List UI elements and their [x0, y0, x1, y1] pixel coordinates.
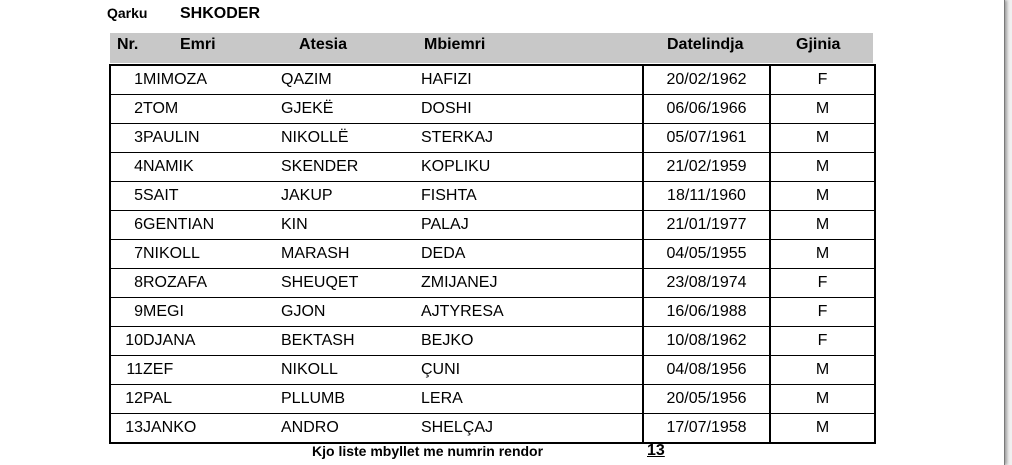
- cell-mbiemri: KOPLIKU: [421, 153, 643, 182]
- cell-emri: DJANA: [143, 327, 281, 356]
- cell-mbiemri: BEJKO: [421, 327, 643, 356]
- cell-atesia: MARASH: [281, 240, 421, 269]
- cell-datelindja: 06/06/1966: [643, 95, 770, 124]
- cell-emri: GENTIAN: [143, 211, 281, 240]
- qarku-label: Qarku: [107, 5, 148, 21]
- cell-datelindja: 20/05/1956: [643, 385, 770, 414]
- cell-emri: TOM: [143, 95, 281, 124]
- cell-nr: 7: [110, 240, 143, 269]
- cell-mbiemri: AJTYRESA: [421, 298, 643, 327]
- cell-mbiemri: SHELÇAJ: [421, 414, 643, 444]
- cell-gjinia: F: [770, 327, 875, 356]
- cell-atesia: NIKOLL: [281, 356, 421, 385]
- column-header-datelindja: Datelindja: [667, 36, 744, 53]
- cell-datelindja: 17/07/1958: [643, 414, 770, 444]
- table-row: [110, 95, 875, 124]
- cell-emri: ZEF: [143, 356, 281, 385]
- cell-nr: 12: [110, 385, 143, 414]
- table-row: [110, 385, 875, 414]
- cell-nr: 1: [110, 65, 143, 95]
- people-table: [109, 64, 876, 444]
- cell-datelindja: 21/01/1977: [643, 211, 770, 240]
- cell-atesia: PLLUMB: [281, 385, 421, 414]
- cell-gjinia: M: [770, 356, 875, 385]
- cell-atesia: BEKTASH: [281, 327, 421, 356]
- cell-gjinia: F: [770, 65, 875, 95]
- cell-atesia: KIN: [281, 211, 421, 240]
- cell-mbiemri: LERA: [421, 385, 643, 414]
- cell-emri: ROZAFA: [143, 269, 281, 298]
- cell-datelindja: 04/05/1955: [643, 240, 770, 269]
- qarku-value: SHKODER: [180, 5, 261, 22]
- cell-datelindja: 18/11/1960: [643, 182, 770, 211]
- cell-datelindja: 20/02/1962: [643, 65, 770, 95]
- cell-gjinia: M: [770, 182, 875, 211]
- table-row: [110, 269, 875, 298]
- cell-nr: 13: [110, 414, 143, 444]
- cell-mbiemri: FISHTA: [421, 182, 643, 211]
- cell-gjinia: F: [770, 269, 875, 298]
- table-row: [110, 414, 875, 444]
- cell-emri: JANKO: [143, 414, 281, 444]
- cell-gjinia: M: [770, 153, 875, 182]
- cell-nr: 4: [110, 153, 143, 182]
- cell-emri: MIMOZA: [143, 65, 281, 95]
- table-row: [110, 65, 875, 95]
- cell-atesia: SKENDER: [281, 153, 421, 182]
- cell-gjinia: M: [770, 211, 875, 240]
- column-header-nr: Nr.: [117, 36, 139, 53]
- cell-nr: 11: [110, 356, 143, 385]
- cell-gjinia: M: [770, 414, 875, 444]
- cell-emri: NAMIK: [143, 153, 281, 182]
- cell-emri: SAIT: [143, 182, 281, 211]
- table-header: [110, 33, 873, 63]
- column-header-atesia: Atesia: [299, 36, 348, 53]
- cell-gjinia: F: [770, 298, 875, 327]
- cell-atesia: GJON: [281, 298, 421, 327]
- table-row: [110, 124, 875, 153]
- cell-mbiemri: DOSHI: [421, 95, 643, 124]
- cell-emri: NIKOLL: [143, 240, 281, 269]
- cell-atesia: JAKUP: [281, 182, 421, 211]
- cell-emri: PAULIN: [143, 124, 281, 153]
- cell-gjinia: M: [770, 240, 875, 269]
- cell-mbiemri: DEDA: [421, 240, 643, 269]
- cell-nr: 8: [110, 269, 143, 298]
- cell-atesia: QAZIM: [281, 65, 421, 95]
- cell-mbiemri: STERKAJ: [421, 124, 643, 153]
- cell-atesia: ANDRO: [281, 414, 421, 444]
- cell-datelindja: 23/08/1974: [643, 269, 770, 298]
- cell-nr: 3: [110, 124, 143, 153]
- column-header-mbiemri: Mbiemri: [424, 36, 486, 53]
- table-row: [110, 182, 875, 211]
- cell-datelindja: 16/06/1988: [643, 298, 770, 327]
- cell-atesia: SHEUQET: [281, 269, 421, 298]
- cell-emri: PAL: [143, 385, 281, 414]
- table-row: [110, 298, 875, 327]
- cell-nr: 5: [110, 182, 143, 211]
- column-header-emri: Emri: [180, 36, 216, 53]
- closing-number: 13: [647, 442, 665, 459]
- cell-datelindja: 10/08/1962: [643, 327, 770, 356]
- cell-mbiemri: PALAJ: [421, 211, 643, 240]
- table-row: [110, 356, 875, 385]
- cell-gjinia: M: [770, 124, 875, 153]
- cell-nr: 9: [110, 298, 143, 327]
- closing-statement: Kjo liste mbyllet me numrin rendor: [312, 443, 544, 459]
- cell-nr: 6: [110, 211, 143, 240]
- cell-datelindja: 05/07/1961: [643, 124, 770, 153]
- column-header-gjinia: Gjinia: [796, 36, 841, 53]
- cell-atesia: GJEKË: [281, 95, 421, 124]
- table-row: [110, 240, 875, 269]
- table-row: [110, 153, 875, 182]
- cell-nr: 2: [110, 95, 143, 124]
- cell-mbiemri: HAFIZI: [421, 65, 643, 95]
- table-row: [110, 211, 875, 240]
- cell-mbiemri: ÇUNI: [421, 356, 643, 385]
- cell-mbiemri: ZMIJANEJ: [421, 269, 643, 298]
- cell-gjinia: M: [770, 95, 875, 124]
- cell-emri: MEGI: [143, 298, 281, 327]
- cell-atesia: NIKOLLË: [281, 124, 421, 153]
- table-row: [110, 327, 875, 356]
- cell-gjinia: M: [770, 385, 875, 414]
- cell-datelindja: 21/02/1959: [643, 153, 770, 182]
- cell-nr: 10: [110, 327, 143, 356]
- cell-datelindja: 04/08/1956: [643, 356, 770, 385]
